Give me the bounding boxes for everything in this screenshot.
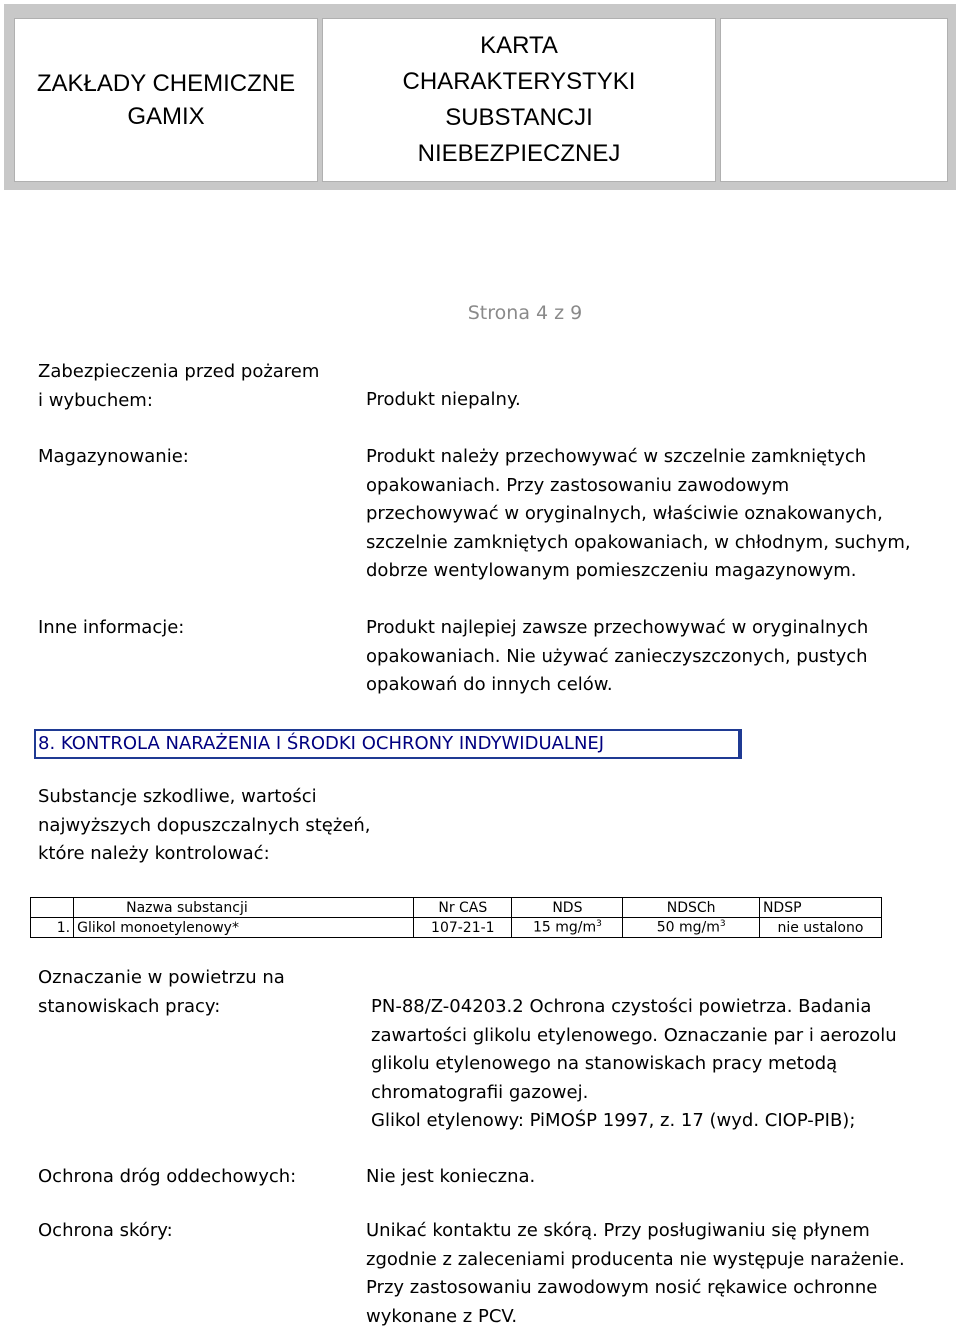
nds-unit-exponent: 3: [596, 919, 602, 930]
skin-line: Unikać kontaktu ze skórą. Przy posługiwaniu się płynem: [366, 1220, 870, 1241]
storage-text: [366, 443, 936, 586]
skin-label: Ochrona skóry:: [38, 1220, 173, 1241]
ndsch-text: 50 mg/m: [656, 919, 720, 936]
table-header-cell: Nazwa substancji: [74, 898, 414, 918]
storage-label: Magazynowanie:: [38, 446, 189, 467]
fire-label-line2: i wybuchem:: [38, 389, 153, 411]
harmful-label-line2: najwyższych dopuszczalnych stężeń,: [38, 814, 371, 836]
company-name: [37, 67, 295, 133]
title-line2: CHARAKTERYSTYKI: [402, 68, 636, 95]
skin-row: [38, 1217, 938, 1332]
storage-line: opakowaniach. Przy zastosowaniu zawodowym: [366, 474, 790, 496]
title-line1: KARTA: [480, 32, 558, 59]
air-measurement-label: [38, 964, 358, 1021]
storage-line: szczelnie zamkniętych opakowaniach, w chłodnym, suchym,: [366, 531, 911, 553]
harmful-label-line1: Substancje szkodliwe, wartości: [38, 786, 317, 807]
table-header-cell: NDSP: [759, 898, 881, 918]
air-line: PN-88/Z-04203.2 Ochrona czystości powietrza. Badania: [371, 996, 872, 1017]
skin-line: zgodnie z zaleceniami producenta nie występuje narażenie.: [366, 1248, 905, 1270]
title-cell: [322, 18, 716, 182]
air-line: chromatografii gazowej.: [371, 1081, 589, 1103]
air-label-line1: Oznaczanie w powietrzu na: [38, 967, 285, 988]
other-info-row: [38, 614, 938, 702]
air-measurement-row: [38, 964, 938, 1139]
skin-text: [366, 1217, 936, 1331]
air-line: Glikol etylenowy: PiMOŚP 1997, z. 17 (wyd. CIOP-PIB);: [371, 1110, 856, 1131]
table-header-cell: [31, 898, 74, 918]
company-name-line2: GAMIX: [127, 103, 205, 130]
title-line3: SUBSTANCJI: [445, 104, 593, 131]
respiratory-row: [38, 1163, 938, 1193]
nds-text: 15 mg/m: [532, 919, 597, 936]
table-header-cell: Nr CAS: [414, 898, 512, 918]
cas-number: 107-21-1: [414, 918, 512, 938]
document-title: [403, 28, 636, 172]
respiratory-label: Ochrona dróg oddechowych:: [38, 1166, 297, 1187]
air-line: glikolu etylenowego na stanowiskach pracy metodą: [371, 1053, 838, 1074]
ndsch-value: [623, 918, 760, 938]
fire-protection-row: [38, 358, 938, 416]
company-cell: [14, 18, 318, 182]
nds-value: [512, 918, 623, 938]
ndsch-unit-exponent: 3: [719, 919, 726, 930]
table-row: [31, 918, 882, 938]
substance-name: Glikol monoetylenowy*: [74, 918, 414, 938]
harmful-label-line3: które należy kontrolować:: [38, 843, 270, 864]
header-empty-cell: [720, 18, 948, 182]
skin-line: Przy zastosowaniu zawodowym nosić rękawice ochronne: [366, 1277, 878, 1298]
title-line4: NIEBEZPIECZNEJ: [417, 140, 621, 167]
ndsp-value: nie ustalono: [759, 918, 881, 938]
skin-line: wykonane z PCV.: [366, 1305, 518, 1327]
storage-line: dobrze wentylowanym pomieszczeniu magazynowym.: [366, 560, 857, 581]
air-measurement-text: [371, 993, 941, 1136]
other-info-label: Inne informacje:: [38, 617, 185, 638]
harmful-substances-label: [38, 783, 938, 871]
other-info-line: Produkt najlepiej zawsze przechowywać w oryginalnych: [366, 617, 869, 638]
company-name-line1: ZAKŁADY CHEMICZNE: [36, 70, 296, 97]
document-header: [0, 0, 960, 192]
page-number: Strona 4 z 9: [467, 302, 583, 324]
exposure-limits-table: [30, 897, 882, 938]
section-8-heading: 8. KONTROLA NARAŻENIA I ŚRODKI OCHRONY INDYWIDUALNEJ: [34, 729, 742, 759]
table-header-cell: NDSCh: [623, 898, 760, 918]
storage-line: przechowywać w oryginalnych, właściwie oznakowanych,: [366, 503, 883, 524]
storage-row: [38, 443, 938, 588]
other-info-line: opakowań do innych celów.: [366, 674, 613, 695]
table-header-row: [31, 898, 882, 918]
storage-line: Produkt należy przechowywać w szczelnie zamkniętych: [366, 446, 867, 467]
table-header-cell: NDS: [512, 898, 623, 918]
other-info-text: [366, 614, 936, 700]
fire-label-line1: Zabezpieczenia przed pożarem: [38, 361, 320, 382]
air-label-line2: stanowiskach pracy:: [38, 995, 221, 1017]
fire-protection-value: Produkt niepalny.: [366, 389, 521, 410]
respiratory-value: Nie jest konieczna.: [366, 1166, 536, 1187]
other-info-line: opakowaniach. Nie używać zanieczyszczonych, pustych: [366, 645, 868, 667]
row-index: 1.: [31, 918, 74, 938]
air-line: zawartości glikolu etylenowego. Oznaczanie par i aerozolu: [371, 1024, 897, 1046]
fire-protection-label: [38, 358, 358, 415]
